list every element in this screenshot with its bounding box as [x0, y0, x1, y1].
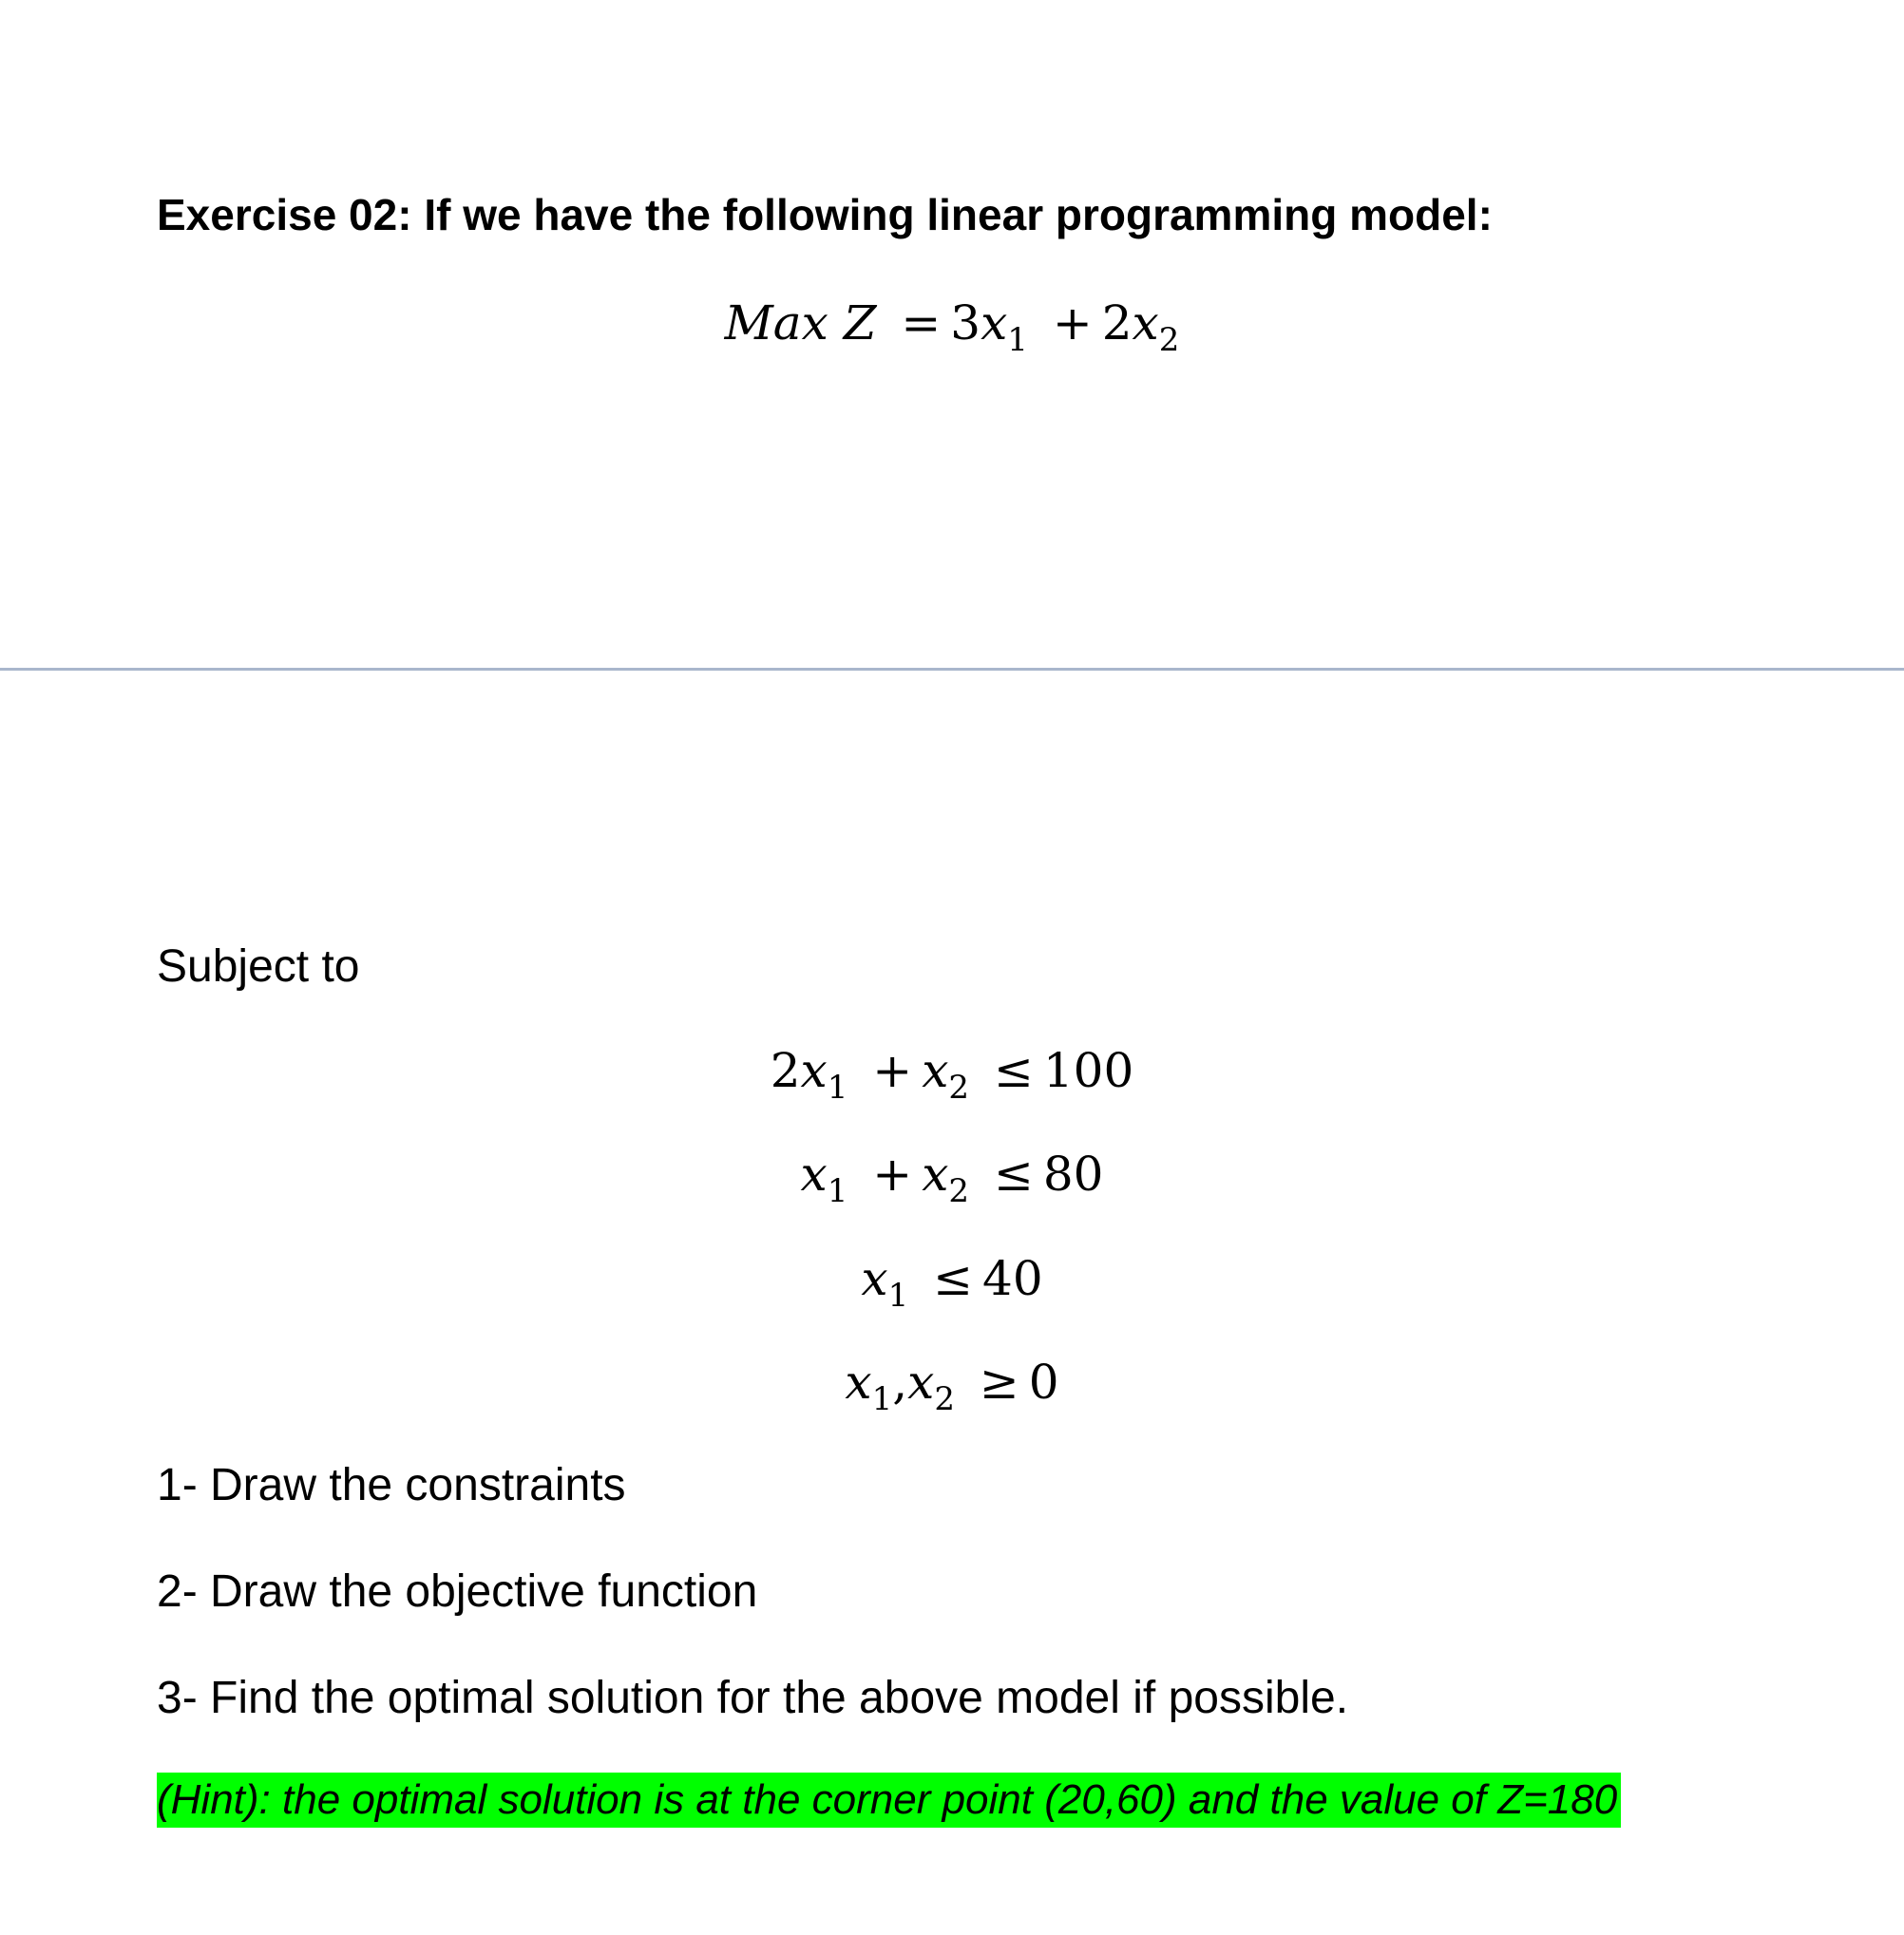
var-x: x	[922, 1147, 949, 1202]
constraint-2	[0, 1144, 1904, 1210]
constraint-3	[0, 1248, 1904, 1315]
var-x: x	[800, 1043, 828, 1098]
objective-label: Max Z	[724, 295, 877, 351]
constraint-rhs: 40	[982, 1251, 1043, 1306]
constraint-rhs: 0	[1028, 1355, 1059, 1410]
objective-coef-1: 3	[950, 295, 981, 351]
var-sub: 2	[948, 1172, 970, 1210]
constraint-4: $x_1,x_2 \ge 0$	[845, 1355, 1059, 1418]
task-3: 3- Find the optimal solution for the above model if possible.	[157, 1673, 1349, 1723]
inequality-sign: ≤	[993, 1043, 1034, 1098]
var-x: x	[922, 1043, 949, 1098]
var-sub: 2	[1158, 321, 1180, 359]
hint-highlight: (Hint): the optimal solution is at the corner point (20,60) and the value of Z=180	[157, 1773, 1621, 1828]
page-divider	[0, 668, 1904, 671]
constraint-coef: 2	[770, 1043, 801, 1098]
constraint-1	[0, 1040, 1904, 1107]
var-x: x	[800, 1147, 828, 1202]
plus-sign: +	[872, 1043, 913, 1098]
plus-sign: +	[1052, 295, 1093, 351]
exercise-title: Exercise 02: If we have the following linear programming model:	[157, 190, 1493, 239]
var-sub: 2	[934, 1380, 955, 1418]
inequality-sign: ≤	[933, 1251, 974, 1306]
var-x: x	[981, 295, 1008, 351]
inequality-sign: ≥	[979, 1355, 1019, 1410]
var-sub: 1	[827, 1172, 848, 1210]
var-x: x	[907, 1355, 935, 1410]
subject-to-label: Subject to	[157, 941, 360, 992]
var-sub: 2	[948, 1069, 970, 1107]
var-sub: 1	[827, 1069, 848, 1107]
var-x: x	[1132, 295, 1159, 351]
inequality-sign: ≤	[993, 1147, 1034, 1202]
objective-equals: =	[901, 295, 942, 351]
var-sub: 1	[887, 1277, 909, 1315]
var-x: x	[861, 1251, 888, 1306]
var-sub: 1	[871, 1380, 893, 1418]
var-sub: 1	[1007, 321, 1028, 359]
var-x: x	[845, 1355, 872, 1410]
constraint-rhs: 100	[1042, 1043, 1134, 1098]
plus-sign: +	[872, 1147, 913, 1202]
objective-coef-2: 2	[1101, 295, 1133, 351]
objective-function	[0, 293, 1904, 359]
task-2: 2- Draw the objective function	[157, 1566, 758, 1617]
task-1: 1- Draw the constraints	[157, 1460, 626, 1510]
constraint-rhs: 80	[1042, 1147, 1104, 1202]
